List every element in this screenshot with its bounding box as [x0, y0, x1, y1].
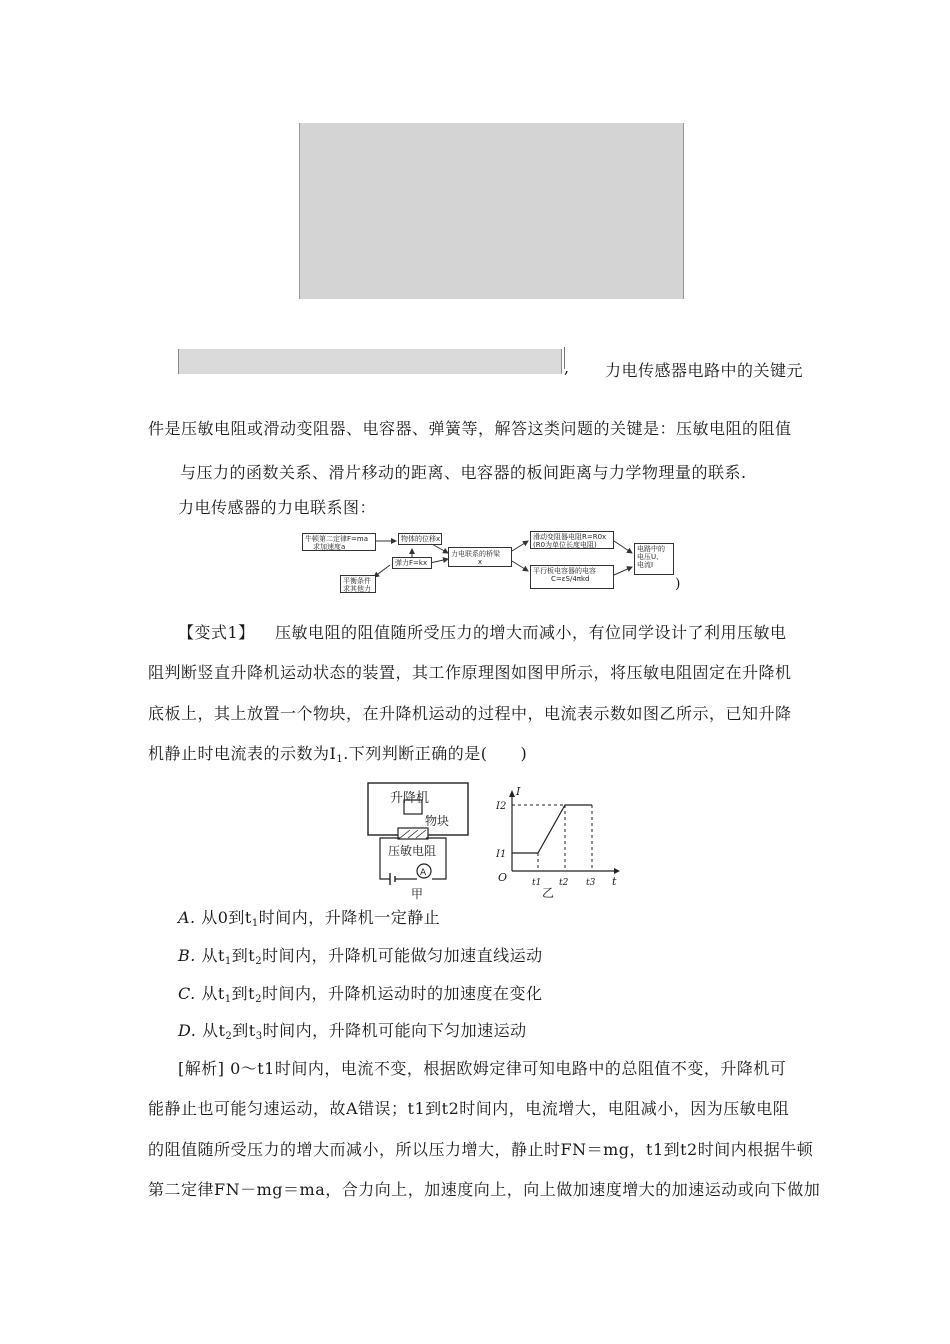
option-b-post: 时间内，升降机可能做匀加速直线运动 — [262, 946, 543, 965]
t1-label: t1 — [532, 878, 542, 888]
newton-line1: 牛顿第二定律F=ma — [305, 535, 368, 543]
elastic-box — [392, 557, 432, 569]
diagram-caption: 力电传感器的力电联系图： — [178, 498, 377, 517]
analysis-line3: 的阻值随所受压力的增大而减小，所以压力增大，静止时FN＝mg，t1到t2时间内根据牛顿 — [148, 1140, 814, 1159]
slide-line1: 滑动变阻器电阻R=R0x — [533, 533, 607, 541]
figure-yi — [494, 775, 624, 903]
option-c-sub1: 1 — [224, 994, 232, 1005]
option-b — [178, 946, 543, 972]
origin-label: O — [498, 871, 508, 884]
newton-box — [302, 533, 376, 551]
analysis-line2: 能静止也可能匀速运动，故A错误；t1到t2时间内，电流增大，电阻减小，因为压敏电阻 — [148, 1099, 790, 1118]
option-a-sub: 1 — [251, 918, 259, 929]
option-d-letter: D. — [178, 1021, 197, 1040]
option-d-sub2: 3 — [255, 1031, 263, 1042]
variant-line4-tail: .下列判断正确的是( ) — [343, 744, 528, 763]
t3-label: t3 — [586, 878, 596, 888]
option-c-letter: C. — [178, 984, 196, 1003]
option-a-post: 时间内，升降机一定静止 — [258, 908, 441, 927]
option-c-post: 时间内，升降机运动时的加速度在变化 — [261, 984, 543, 1003]
option-a-pre: 从0到t — [201, 908, 252, 927]
bridge-line1: 力电联系的桥梁 — [451, 550, 500, 558]
output-line3: 电流I — [637, 561, 654, 569]
image-placeholder — [299, 123, 684, 299]
capacitor-box — [530, 565, 614, 589]
jia-label: 甲 — [411, 887, 424, 901]
option-c-pre: 从t — [201, 984, 225, 1003]
output-line2: 电压U、 — [637, 553, 664, 561]
intro-comma: , — [564, 358, 570, 377]
redacted-text-bar — [178, 349, 562, 374]
bridge-box — [448, 547, 512, 567]
elastic-text: 弹力F=kx — [395, 559, 428, 567]
option-d — [178, 1021, 527, 1047]
intro-tail: 力电传感器电路中的关键元 — [605, 361, 804, 380]
option-b-pre: 从t — [201, 946, 225, 965]
figure-jia — [360, 775, 480, 905]
variant-line3: 底板上，其上放置一个物块，在升降机运动的过程中，电流表示数如图乙所示，已知升降 — [148, 704, 792, 723]
newton-line2: 求加速度a — [313, 543, 346, 551]
option-d-pre: 从t — [201, 1021, 226, 1040]
option-c — [178, 984, 543, 1010]
t2-label: t2 — [559, 878, 569, 888]
i2-label: I2 — [496, 801, 507, 812]
yi-label: 乙 — [542, 886, 555, 900]
option-d-mid: 到t — [232, 1021, 256, 1040]
slide-line2: (R0为单位长度电阻) — [533, 541, 597, 549]
option-d-sub1: 2 — [225, 1031, 233, 1042]
option-c-mid: 到t — [231, 984, 256, 1003]
analysis-line1: [解析] 0～t1时间内，电流不变，根据欧姆定律可知电路中的总阻值不变，升降机可 — [178, 1059, 787, 1078]
y-axis-label: I — [516, 785, 521, 798]
variant-line4-text: 机静止时电流表的示数为 — [148, 744, 330, 763]
variant-line1: 压敏电阻的阻值随所受压力的增大而减小，有位同学设计了利用压敏电 — [275, 623, 787, 642]
variant-tag: 【变式1】 — [178, 623, 255, 642]
elevator-label: 升降机 — [390, 791, 430, 806]
flow-paren: ) — [675, 576, 681, 592]
variant-i1: $I_1$ — [329, 744, 344, 765]
balance-line2: 求其他力 — [343, 585, 371, 593]
option-b-sub2: 2 — [255, 956, 263, 967]
capacitor-line2: C=εS/4πkd — [551, 575, 590, 583]
block-label: 物块 — [425, 814, 450, 828]
i1-label: I1 — [496, 849, 507, 860]
balance-line1: 平衡条件 — [343, 577, 371, 585]
paragraph1-line1: 件是压敏电阻或滑动变阻器、电容器、弹簧等，解答这类问题的关键是：压敏电阻的阻值 — [148, 419, 792, 438]
displacement-box — [398, 533, 442, 545]
ammeter-label: A — [420, 868, 427, 878]
balance-box — [340, 575, 376, 593]
option-b-letter: B. — [178, 946, 196, 965]
output-line1: 电路中的 — [637, 545, 665, 553]
option-a-letter: A. — [178, 908, 196, 927]
option-d-post: 时间内，升降机可能向下匀加速运动 — [262, 1021, 527, 1040]
option-b-sub1: 1 — [224, 956, 232, 967]
variant-line4 — [148, 744, 527, 770]
displacement-text: 物体的位移x — [401, 535, 441, 543]
analysis-line4: 第二定律FN－mg＝ma，合力向上，加速度向上，向上做加速度增大的加速运动或向下做加 — [148, 1180, 821, 1199]
option-a — [178, 908, 440, 934]
output-box — [634, 543, 674, 575]
paragraph1-line2: 与压力的函数关系、滑片移动的距离、电容器的板间距离与力学物理量的联系. — [180, 463, 747, 482]
option-c-sub2: 2 — [255, 994, 262, 1005]
slide-rheostat-box — [530, 531, 614, 549]
bridge-line2: x — [477, 558, 483, 566]
capacitor-line1: 平行板电容器的电容 — [533, 567, 596, 575]
x-axis-label: t — [612, 875, 617, 888]
variant-line2: 阻判断竖直升降机运动状态的装置，其工作原理图如图甲所示，将压敏电阻固定在升降机 — [148, 663, 792, 682]
option-b-mid: 到t — [231, 946, 256, 965]
resistor-label: 压敏电阻 — [388, 844, 437, 858]
force-electric-flow-diagram — [300, 531, 686, 595]
